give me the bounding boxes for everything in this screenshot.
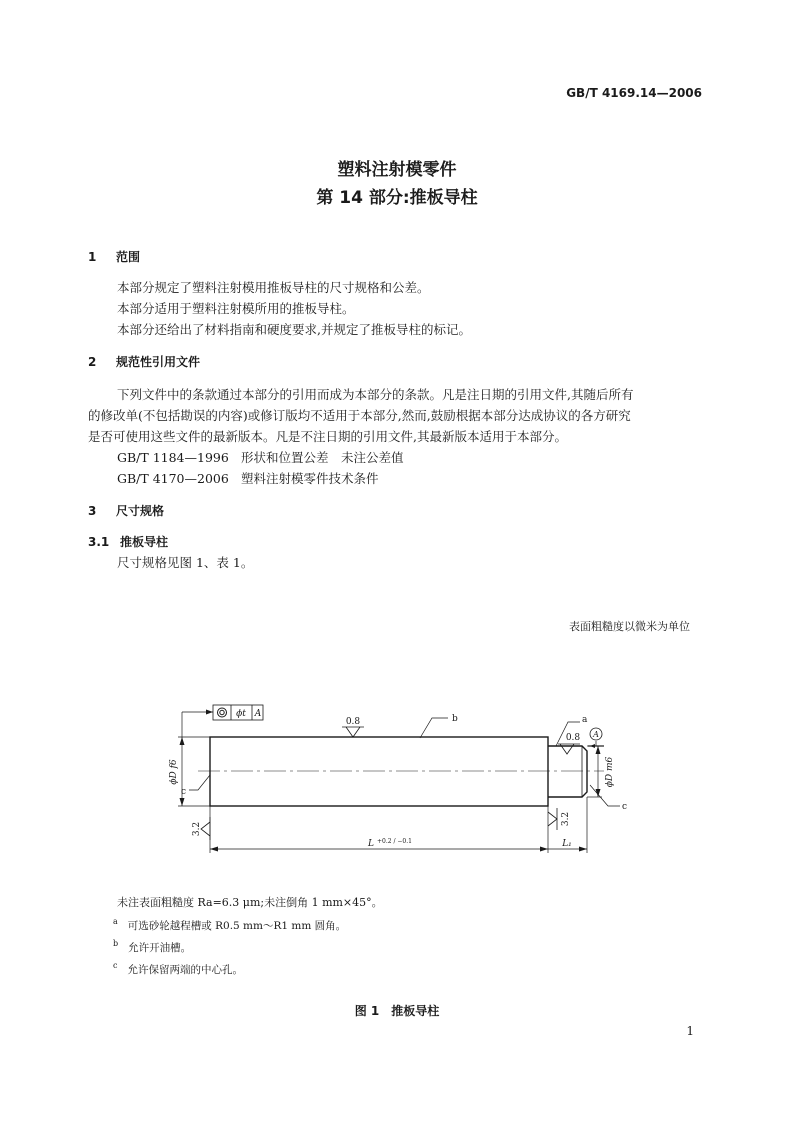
section-number: 3.1 <box>88 535 110 549</box>
dimension-L-label: L <box>368 839 374 849</box>
roughness-unit-note: 表面粗糙度以微米为单位 <box>569 620 690 633</box>
note-mark: a <box>113 917 118 926</box>
section-number: 2 <box>88 355 97 369</box>
note-b <box>113 939 191 955</box>
note-a <box>113 917 346 933</box>
note-text: 允许保留两端的中心孔。 <box>127 963 243 976</box>
datum-a-label: A <box>593 730 599 739</box>
reference-title: 塑料注射模零件技术条件 <box>241 471 379 486</box>
roughness-32-right: 3.2 <box>561 811 571 827</box>
standard-number: GB/T 4169.14—2006 <box>566 86 702 100</box>
label-c-right: c <box>622 802 628 812</box>
general-note: 未注表面粗糙度 Ra=6.3 μm;未注倒角 1 mm×45°。 <box>117 896 383 909</box>
dimension-phi-D-f6: ϕD f6 <box>169 759 179 785</box>
section-number: 1 <box>88 250 97 264</box>
label-c-left: c <box>180 787 186 797</box>
note-text: 可选砂轮越程槽或 R0.5 mm～R1 mm 圆角。 <box>127 919 347 932</box>
note-mark: b <box>113 939 119 948</box>
roughness-symbol-08-top <box>346 727 360 737</box>
title-line-1: 塑料注射模零件 <box>337 160 457 180</box>
section-title: 尺寸规格 <box>116 504 165 518</box>
leader-c-left <box>189 775 210 790</box>
shaft-body <box>210 737 548 806</box>
reference-code: GB/T 4170—2006 <box>117 471 229 486</box>
roughness-32-left: 3.2 <box>192 821 202 837</box>
section-number: 3 <box>88 504 97 518</box>
title-line-2: 第 14 部分:推板导柱 <box>316 188 478 208</box>
coaxiality-icon <box>218 708 227 717</box>
tolerance-datum: A <box>254 709 262 719</box>
dimension-L1-label: L₁ <box>562 839 572 849</box>
section-2-line-3: 是否可使用这些文件的最新版本。凡是不注日期的引用文件,其最新版本适用于本部分。 <box>88 429 567 444</box>
leader-b <box>420 718 448 738</box>
section-1-para-1: 本部分规定了塑料注射模用推板导柱的尺寸规格和公差。 <box>117 280 430 295</box>
page-number: 1 <box>686 1024 694 1038</box>
roughness-symbol-32-left <box>201 822 210 836</box>
roughness-08-top: 0.8 <box>345 717 361 727</box>
reference-code: GB/T 1184—1996 <box>117 450 229 465</box>
section-title: 规范性引用文件 <box>116 355 201 369</box>
label-b: b <box>452 714 458 724</box>
note-mark: c <box>113 961 118 970</box>
reference-title: 形状和位置公差 未注公差值 <box>241 450 404 465</box>
label-a: a <box>582 715 588 725</box>
note-text: 允许开油槽。 <box>128 941 192 954</box>
dimension-L-tolerance: +0.2 / −0.1 <box>377 838 412 845</box>
section-1-para-2: 本部分适用于塑料注射模所用的推板导柱。 <box>117 301 355 316</box>
section-title: 范围 <box>116 250 141 264</box>
section-3-1-para: 尺寸规格见图 1、表 1。 <box>117 555 254 570</box>
section-title: 推板导柱 <box>120 535 169 549</box>
roughness-08-end: 0.8 <box>565 733 581 743</box>
dimension-phi-D-m6: ϕD m6 <box>605 756 615 788</box>
section-2-line-1: 下列文件中的条款通过本部分的引用而成为本部分的条款。凡是注日期的引用文件,其随后所有 <box>117 387 634 402</box>
section-1-para-3: 本部分还给出了材料指南和硬度要求,并规定了推板导柱的标记。 <box>117 322 471 337</box>
section-2-line-2: 的修改单(不包括勘误的内容)或修订版均不适用于本部分,然而,鼓励根据本部分达成协议的各方研究 <box>88 408 631 423</box>
roughness-symbol-32-right <box>548 812 557 826</box>
note-c <box>113 961 243 977</box>
figure-caption: 图 1 推板导柱 <box>354 1004 440 1018</box>
tolerance-value: ϕt <box>236 709 246 719</box>
